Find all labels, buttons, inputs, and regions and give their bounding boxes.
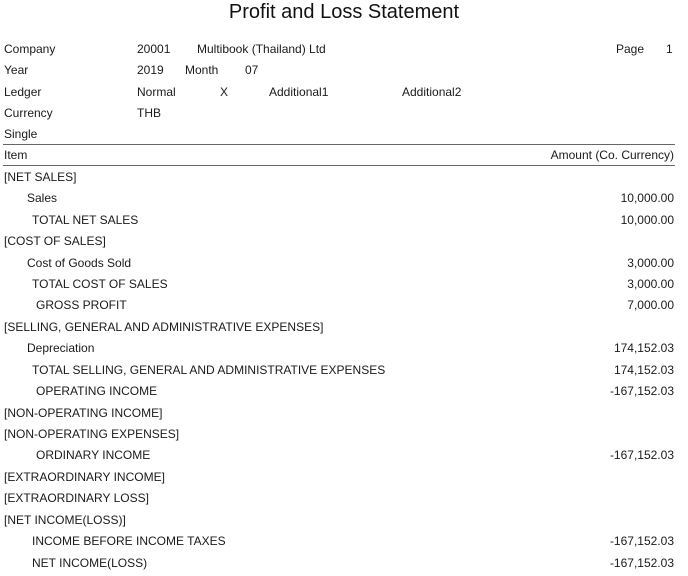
company-code: 20001 xyxy=(137,42,171,56)
table-row xyxy=(0,361,676,379)
table-row xyxy=(0,468,676,486)
row-label: NET INCOME(LOSS) xyxy=(32,556,148,570)
year-label: Year xyxy=(4,63,29,77)
row-label: [NET INCOME(LOSS)] xyxy=(4,513,126,527)
row-label: [NON-OPERATING EXPENSES] xyxy=(4,427,180,441)
row-amount: -167,152.03 xyxy=(609,556,674,570)
header-divider xyxy=(3,144,675,145)
column-header-divider xyxy=(3,165,675,166)
column-header-amount: Amount (Co. Currency) xyxy=(550,148,674,162)
table-row xyxy=(0,168,676,186)
row-label: [NON-OPERATING INCOME] xyxy=(4,406,163,420)
report-title: Profit and Loss Statement xyxy=(228,1,460,23)
table-row xyxy=(0,211,676,229)
row-label: Sales xyxy=(27,191,58,205)
table-row xyxy=(0,425,676,443)
currency-value: THB xyxy=(137,106,161,120)
row-label: [COST OF SALES] xyxy=(4,234,106,248)
row-label: [EXTRAORDINARY INCOME] xyxy=(4,470,165,484)
company-name: Multibook (Thailand) Ltd xyxy=(197,42,326,56)
table-row xyxy=(0,511,676,529)
page-label: Page xyxy=(616,42,645,56)
row-label: Depreciation xyxy=(27,341,95,355)
column-header-item: Item xyxy=(4,148,28,162)
row-label: [EXTRAORDINARY LOSS] xyxy=(4,491,149,505)
row-amount: 174,152.03 xyxy=(613,341,674,355)
table-row xyxy=(0,232,676,250)
row-amount: -167,152.03 xyxy=(609,448,674,462)
row-label: [SELLING, GENERAL AND ADMINISTRATIVE EXPENSES] xyxy=(4,320,324,334)
row-label: GROSS PROFIT xyxy=(36,298,127,312)
currency-label: Currency xyxy=(4,106,53,120)
table-row xyxy=(0,532,676,550)
row-label: TOTAL SELLING, GENERAL AND ADMINISTRATIVE EXPENSES xyxy=(32,363,386,377)
row-amount: -167,152.03 xyxy=(609,534,674,548)
ledger-value: Normal xyxy=(137,85,176,99)
row-amount: -167,152.03 xyxy=(609,384,674,398)
ledger-x-mark: X xyxy=(220,85,229,99)
company-label: Company xyxy=(4,42,56,56)
table-row xyxy=(0,296,676,314)
row-label: ORDINARY INCOME xyxy=(36,448,151,462)
table-row xyxy=(0,254,676,272)
additional1-label: Additional1 xyxy=(269,85,329,99)
table-row xyxy=(0,275,676,293)
column-header-row xyxy=(0,146,676,164)
table-row xyxy=(0,318,676,336)
additional2-label: Additional2 xyxy=(402,85,462,99)
table-row xyxy=(0,339,676,357)
ledger-label: Ledger xyxy=(4,85,42,99)
row-amount: 7,000.00 xyxy=(627,298,674,312)
row-amount: 10,000.00 xyxy=(620,213,674,227)
row-label: Cost of Goods Sold xyxy=(27,256,132,270)
row-label: [NET SALES] xyxy=(4,170,77,184)
row-amount: 3,000.00 xyxy=(627,277,674,291)
table-row xyxy=(0,404,676,422)
row-amount: 174,152.03 xyxy=(613,363,674,377)
row-label: TOTAL NET SALES xyxy=(32,213,139,227)
row-amount: 10,000.00 xyxy=(620,191,674,205)
row-amount: 3,000.00 xyxy=(627,256,674,270)
table-row xyxy=(0,489,676,507)
month-value: 07 xyxy=(245,63,259,77)
year-value: 2019 xyxy=(137,63,164,77)
row-label: OPERATING INCOME xyxy=(36,384,158,398)
table-row xyxy=(0,189,676,207)
row-label: TOTAL COST OF SALES xyxy=(32,277,168,291)
month-label: Month xyxy=(185,63,219,77)
single-label: Single xyxy=(4,127,38,141)
table-row xyxy=(0,382,676,400)
page-number: 1 xyxy=(666,42,673,56)
row-label: INCOME BEFORE INCOME TAXES xyxy=(32,534,226,548)
table-row xyxy=(0,554,676,572)
table-row xyxy=(0,446,676,464)
